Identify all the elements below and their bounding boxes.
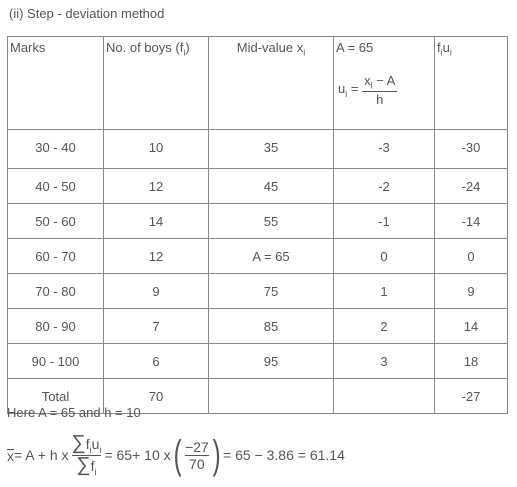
value-fraction-numerator: −27	[184, 438, 209, 455]
cell-fu: -30	[435, 130, 508, 169]
header-marks	[8, 37, 104, 130]
header-a-u	[334, 37, 435, 130]
cell-fu: -24	[435, 169, 508, 204]
u-formula	[338, 73, 432, 107]
u-eq: =	[347, 81, 363, 97]
u-denominator: h	[376, 91, 384, 107]
cell-u: 0	[334, 239, 435, 274]
u-num-sub: i	[370, 80, 373, 91]
cell-mid-value: 75	[209, 274, 334, 309]
header-boys-label: No. of boys (f	[106, 40, 184, 55]
sigma-den-f-sub: i	[94, 466, 97, 477]
formula-part1: = A + h x	[14, 447, 69, 464]
sigma-num-u: u	[91, 436, 100, 452]
total-x	[209, 379, 334, 414]
table-row	[8, 130, 508, 169]
value-fraction	[185, 439, 209, 472]
cell-marks: 90 - 100	[8, 344, 104, 379]
cell-mid-value: 55	[209, 204, 334, 239]
cell-marks: 70 - 80	[8, 274, 104, 309]
formula-part2: = 65+ 10 x	[104, 447, 171, 464]
cell-marks: 80 - 90	[8, 309, 104, 344]
cell-fu: -14	[435, 204, 508, 239]
u-num-rest: − A	[372, 73, 396, 88]
header-fu-u: u	[442, 40, 450, 55]
cell-u: 3	[334, 344, 435, 379]
sigma-num-f-sub: i	[89, 444, 92, 455]
formula-part3: = 65 − 3.86 = 61.14	[223, 447, 345, 464]
u-fraction	[362, 73, 397, 107]
cell-marks: 30 - 40	[8, 130, 104, 169]
table-row	[8, 344, 508, 379]
cell-fu: 14	[435, 309, 508, 344]
cell-mid-value: 45	[209, 169, 334, 204]
step-deviation-table	[7, 36, 508, 414]
cell-u: 2	[334, 309, 435, 344]
total-fu: -27	[435, 379, 508, 414]
cell-boys: 12	[104, 239, 209, 274]
table-row	[8, 309, 508, 344]
sigma-numerator	[72, 434, 102, 455]
cell-mid-value: A = 65	[209, 239, 334, 274]
cell-boys: 14	[104, 204, 209, 239]
cell-boys: 6	[104, 344, 209, 379]
header-mid-sub: i	[303, 47, 306, 58]
paren-open: (	[173, 433, 182, 478]
header-fu	[435, 37, 508, 130]
cell-marks: 40 - 50	[8, 169, 104, 204]
sigma-denominator	[76, 453, 97, 477]
total-u	[334, 379, 435, 414]
header-a-label: A = 65	[336, 40, 374, 55]
u-num-x: x	[364, 73, 371, 88]
cell-marks: 50 - 60	[8, 204, 104, 239]
header-boys-sub: i	[183, 47, 186, 58]
cell-fu: 9	[435, 274, 508, 309]
header-fu-sub2: i	[449, 47, 452, 58]
header-marks-label: Marks	[10, 40, 46, 55]
cell-mid-value: 35	[209, 130, 334, 169]
cell-u: -1	[334, 204, 435, 239]
total-f: 70	[104, 379, 209, 414]
cell-marks: 60 - 70	[8, 239, 104, 274]
sigma-num-f: f	[85, 436, 90, 452]
table-row	[8, 274, 508, 309]
sigma-num-symbol: ∑	[71, 432, 86, 454]
paren-close: )	[212, 433, 221, 478]
sigma-fraction	[72, 434, 102, 477]
table-row	[8, 239, 508, 274]
cell-boys: 12	[104, 169, 209, 204]
cell-fu: 0	[435, 239, 508, 274]
header-mid	[209, 37, 334, 130]
section-heading: (ii) Step - deviation method	[9, 6, 165, 21]
cell-fu: 18	[435, 344, 508, 379]
x-bar-symbol: x	[7, 448, 14, 465]
header-boys-close: )	[185, 40, 190, 55]
u-numerator	[362, 73, 397, 91]
sigma-den-f: f	[90, 457, 95, 474]
note-text: Here A = 65 and h = 10	[7, 405, 141, 420]
u-lhs: u	[338, 81, 346, 97]
mean-formula	[7, 434, 345, 477]
cell-boys: 9	[104, 274, 209, 309]
cell-u: -2	[334, 169, 435, 204]
cell-mid-value: 95	[209, 344, 334, 379]
header-fu-f: f	[437, 40, 441, 55]
total-label: Total	[8, 379, 104, 414]
cell-u: 1	[334, 274, 435, 309]
cell-boys: 10	[104, 130, 209, 169]
cell-u: -3	[334, 130, 435, 169]
u-lhs-sub: i	[345, 88, 348, 99]
cell-boys: 7	[104, 309, 209, 344]
cell-mid-value: 85	[209, 309, 334, 344]
sigma-den-symbol: ∑	[76, 453, 91, 476]
table-row	[8, 204, 508, 239]
sigma-num-u-sub: i	[99, 444, 102, 455]
header-fu-sub1: i	[440, 47, 443, 58]
table-header-row	[8, 37, 508, 130]
header-mid-label: Mid-value x	[236, 40, 304, 55]
header-boys	[104, 37, 209, 130]
value-fraction-denominator: 70	[189, 455, 205, 472]
table-row	[8, 169, 508, 204]
